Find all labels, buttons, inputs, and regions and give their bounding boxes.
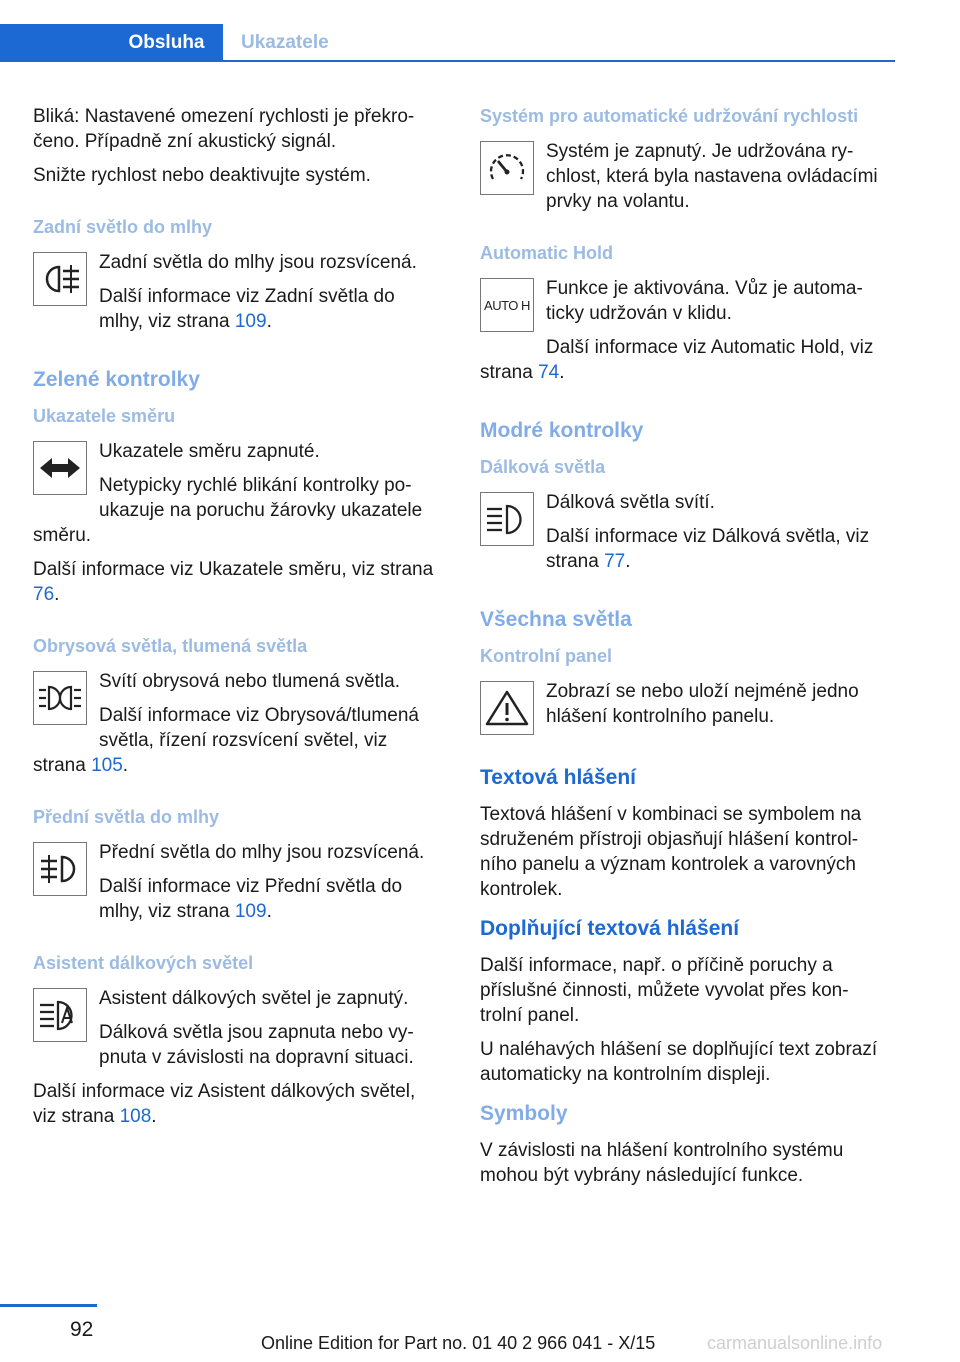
section-title-check-control: Kontrolní panel xyxy=(480,646,612,666)
check-control-text: Zobrazí se nebo uloží nejméně jedno hlášení kontrolního panelu. xyxy=(546,681,859,727)
turn-signal-text: Ukazatele směru zapnuté. xyxy=(99,441,320,462)
front-fog-ref: Další informace viz Přední světla do mlhy, viz strana 109. xyxy=(99,876,403,922)
high-beam-icon xyxy=(480,492,534,546)
auto-hold-icon xyxy=(480,278,534,332)
section-title-rear-fog: Zadní světlo do mlhy xyxy=(33,217,213,237)
entry-rear-fog xyxy=(33,250,439,343)
page-link[interactable]: 74 xyxy=(538,362,560,383)
high-beam-assist-text: Asistent dálkových světel je zapnutý. xyxy=(99,988,409,1009)
text-messages-paragraph: Textová hlášení v kombinaci se symbolem na sdruženém přístroji objasňují hlášení kontrol‐ního panelu a význam kontrolek a varovných kontrolek. xyxy=(480,804,862,900)
entry-parking-lights xyxy=(33,669,439,787)
heading-symbols: Symboly xyxy=(480,1102,568,1125)
parking-light-icon xyxy=(33,671,87,725)
turn-signal-ref: Další informace viz Ukazatele směru, viz strana 76. xyxy=(33,559,434,605)
section-title-front-fog: Přední světla do mlhy xyxy=(33,807,220,827)
page-number: 92 xyxy=(70,1318,94,1341)
auto-hold-text: Funkce je aktivována. Vůz je automa‐ticky udržován v klidu. xyxy=(546,278,863,324)
section-title-high-beam: Dálková světla xyxy=(480,457,606,477)
rear-fog-ref: Další informace viz Zadní světla do mlhy, viz strana 109. xyxy=(99,286,395,332)
high-beam-text: Dálková světla svítí. xyxy=(546,492,715,513)
entry-turn-signals xyxy=(33,439,439,557)
section-title-high-beam-assist: Asistent dálkových světel xyxy=(33,953,254,973)
entry-auto-hold xyxy=(480,276,886,394)
section-title-cruise-control: Systém pro automatické udržování rychlosti xyxy=(480,106,859,126)
heading-supplementary-messages: Doplňující textová hlášení xyxy=(480,917,740,940)
front-fog-light-icon xyxy=(33,842,87,896)
section-title-auto-hold: Automatic Hold xyxy=(480,243,613,263)
warning-triangle-icon xyxy=(480,681,534,735)
page-link[interactable]: 109 xyxy=(234,901,267,922)
supplementary-paragraph-2: U naléhavých hlášení se doplňující text zobrazí automaticky na kontrolním displeji. xyxy=(480,1039,878,1085)
high-beam-ref: Další informace viz Dálková světla, viz strana 77. xyxy=(546,526,870,572)
symbols-paragraph: V závislosti na hlášení kontrolního systému mohou být vybrány následující funkce. xyxy=(480,1140,844,1186)
entry-check-control xyxy=(480,679,886,741)
cruise-control-icon xyxy=(480,141,534,195)
left-column xyxy=(33,104,439,1138)
page-link[interactable]: 109 xyxy=(234,311,267,332)
rear-fog-light-icon xyxy=(33,252,87,306)
supplementary-paragraph: Další informace, např. o příčině poruchy a příslušné činnosti, můžete vyvolat přes kon‐trolní panel. xyxy=(480,955,849,1026)
page-link[interactable]: 105 xyxy=(91,755,123,776)
heading-green-lights: Zelené kontrolky xyxy=(33,368,200,391)
page-link[interactable]: 108 xyxy=(119,1106,152,1127)
rear-fog-text: Zadní světla do mlhy jsou rozsvícená. xyxy=(99,252,417,273)
tab-obsluha[interactable]: Obsluha xyxy=(0,24,223,60)
watermark: carmanualsonline.info xyxy=(707,1333,883,1353)
heading-text-messages: Textová hlášení xyxy=(480,766,637,789)
heading-blue-lights: Modré kontrolky xyxy=(480,419,644,442)
auto-hold-ref: Další informace viz Automatic Hold, viz strana 74. xyxy=(480,337,874,383)
edition-note: Online Edition for Part no. 01 40 2 966 041 - X/15 xyxy=(261,1333,656,1353)
high-beam-assist-ref: Další informace viz Asistent dálkových světel, viz strana 108. xyxy=(33,1081,416,1127)
entry-front-fog xyxy=(33,840,439,933)
heading-all-lights: Všechna světla xyxy=(480,608,632,631)
tab-ukazatele[interactable]: Ukazatele xyxy=(241,32,329,53)
page-link[interactable]: 77 xyxy=(604,551,626,572)
right-column xyxy=(480,104,886,1197)
parking-light-text: Svítí obrysová nebo tlumená světla. xyxy=(99,671,400,692)
section-title-parking-lights: Obrysová světla, tlumená světla xyxy=(33,636,308,656)
auto-hold-icon-label: AUTO H xyxy=(484,297,530,313)
turn-signal-fault-text: Netypicky rychlé blikání kontrolky po‐ukazuje na poruchu žárovky ukazatele směru. xyxy=(33,475,423,546)
parking-light-ref: Další informace viz Obrysová/tlumená světla, řízení rozsvícení světel, viz strana 105. xyxy=(33,705,419,776)
front-fog-text: Přední světla do mlhy jsou rozsvícená. xyxy=(99,842,425,863)
intro-paragraph: Bliká: Nastavené omezení rychlosti je překro‐čeno. Případně zní akustický signál. xyxy=(33,106,415,152)
turn-signal-icon xyxy=(33,441,87,495)
high-beam-assist-icon xyxy=(33,988,87,1042)
footer-rule xyxy=(0,1304,97,1307)
intro-paragraph-2: Snižte rychlost nebo deaktivujte systém. xyxy=(33,165,371,186)
cruise-control-text: Systém je zapnutý. Je udržována ry‐chlost, která byla nastavena ovládacími prvky na volantu. xyxy=(546,141,878,212)
chapter-tabs xyxy=(0,24,895,62)
entry-high-beam xyxy=(480,490,886,583)
high-beam-assist-text-2: Dálková světla jsou zapnuta nebo vy‐pnuta v závislosti na dopravní situaci. xyxy=(99,1022,414,1068)
section-title-turn-signals: Ukazatele směru xyxy=(33,406,176,426)
entry-cruise-control xyxy=(480,139,886,223)
entry-high-beam-assist xyxy=(33,986,439,1079)
page-link[interactable]: 76 xyxy=(33,584,55,605)
